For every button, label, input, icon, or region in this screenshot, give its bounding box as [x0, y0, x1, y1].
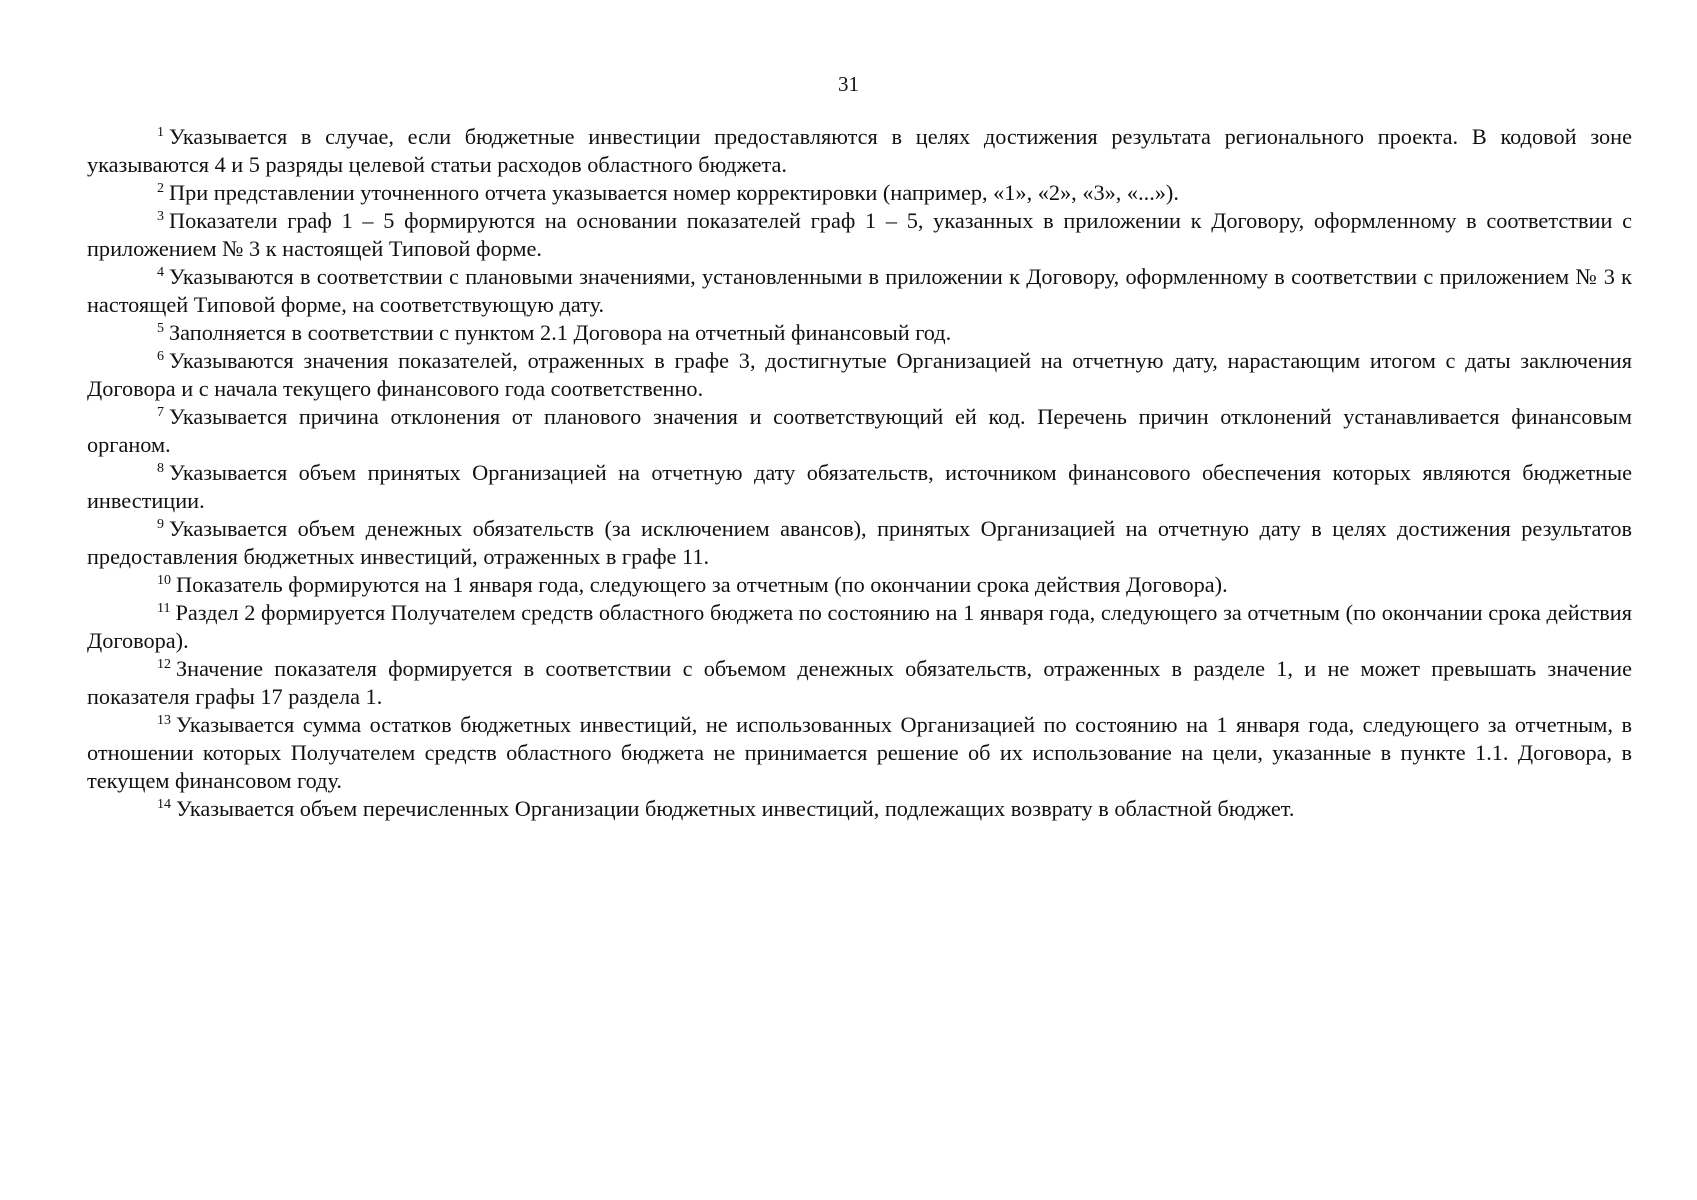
footnote-11: [87, 599, 1632, 655]
footnote-mark: 1: [157, 125, 164, 140]
footnote-mark: 9: [157, 517, 164, 532]
footnote-text: Значение показателя формируется в соответствии с объемом денежных обязательств, отраженных в разделе 1, и не может превышать значение показателя графы 17 раздела 1.: [87, 656, 1632, 709]
footnote-mark: 3: [157, 209, 164, 224]
footnote-text: Показатель формируются на 1 января года, следующего за отчетным (по окончании срока действия Договора).: [176, 572, 1228, 597]
page-number: 31: [838, 72, 859, 96]
footnote-text: Указываются в соответствии с плановыми значениями, установленными в приложении к Договору, оформленному в соответствии с приложением № 3 к настоящей Типовой форме, на соответствующую дату.: [87, 264, 1632, 317]
footnote-mark: 2: [157, 181, 164, 196]
footnotes-list: [87, 123, 1632, 823]
footnote-12: [87, 655, 1632, 711]
footnote-mark: 14: [157, 797, 171, 812]
footnote-mark: 4: [157, 265, 164, 280]
footnote-7: [87, 403, 1632, 459]
footnote-mark: 6: [157, 349, 164, 364]
footnote-mark: 13: [157, 713, 171, 728]
footnote-1: [87, 123, 1632, 179]
footnote-9: [87, 515, 1632, 571]
footnote-text: Указывается объем перечисленных Организации бюджетных инвестиций, подлежащих возврату в областной бюджет.: [176, 796, 1295, 821]
footnote-text: Раздел 2 формируется Получателем средств областного бюджета по состоянию на 1 января года, следующего за отчетным (по окончании срока действия Договора).: [87, 600, 1632, 653]
footnote-text: Показатели граф 1 – 5 формируются на основании показателей граф 1 – 5, указанных в приложении к Договору, оформленному в соответствии с приложением № 3 к настоящей Типовой форме.: [87, 208, 1632, 261]
footnote-text: Указываются значения показателей, отраженных в графе 3, достигнутые Организацией на отчетную дату, нарастающим итогом с даты заключения Договора и с начала текущего финансового года соответственно.: [87, 348, 1632, 401]
footnote-3: [87, 207, 1632, 263]
footnote-6: [87, 347, 1632, 403]
footnote-10: [87, 571, 1632, 599]
footnote-text: Указывается сумма остатков бюджетных инвестиций, не использованных Организацией по состоянию на 1 января года, следующего за отчетным, в отношении которых Получателем средств областного бюджета не принимается решение об их использование на цели, указанные в пункте 1.1. Договора, в текущем финансовом году.: [87, 712, 1632, 793]
footnote-text: Указывается в случае, если бюджетные инвестиции предоставляются в целях достижения результата регионального проекта. В кодовой зоне указываются 4 и 5 разряды целевой статьи расходов областного бюджета.: [87, 124, 1632, 177]
footnote-2: [87, 179, 1632, 207]
footnote-text: Указывается объем денежных обязательств (за исключением авансов), принятых Организацией на отчетную дату в целях достижения результатов предоставления бюджетных инвестиций, отраженных в графе 11.: [87, 516, 1632, 569]
footnote-mark: 11: [157, 601, 171, 616]
footnote-text: При представлении уточненного отчета указывается номер корректировки (например, «1», «2», «3», «...»).: [169, 180, 1179, 205]
footnote-mark: 12: [157, 657, 171, 672]
footnote-13: [87, 711, 1632, 795]
footnote-text: Заполняется в соответствии с пунктом 2.1 Договора на отчетный финансовый год.: [169, 320, 952, 345]
footnote-text: Указывается причина отклонения от планового значения и соответствующий ей код. Перечень причин отклонений устанавливается финансовым органом.: [87, 404, 1632, 457]
footnote-mark: 7: [157, 405, 164, 420]
footnote-mark: 8: [157, 461, 164, 476]
footnote-text: Указывается объем принятых Организацией на отчетную дату обязательств, источником финансового обеспечения которых являются бюджетные инвестиции.: [87, 460, 1632, 513]
footnote-4: [87, 263, 1632, 319]
footnote-8: [87, 459, 1632, 515]
footnote-mark: 10: [157, 573, 171, 588]
footnote-14: [87, 795, 1632, 823]
footnote-5: [87, 319, 1632, 347]
footnote-mark: 5: [157, 321, 164, 336]
